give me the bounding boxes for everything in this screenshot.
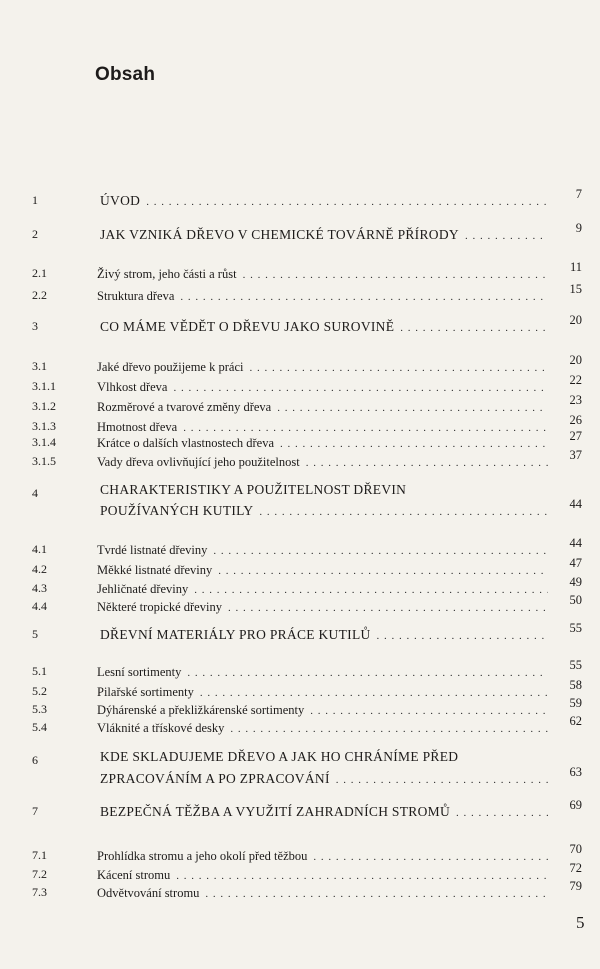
toc-entry-page: 9 xyxy=(575,221,582,235)
toc-entry-page: 44 xyxy=(569,497,582,511)
dot-leader xyxy=(377,629,548,643)
toc-entry-page: 72 xyxy=(569,861,582,875)
toc-entry xyxy=(0,879,600,903)
dot-leader xyxy=(176,869,548,883)
dot-leader xyxy=(205,887,548,901)
toc-entry-title: Kácení stromu xyxy=(97,868,171,882)
dot-leader xyxy=(187,666,548,680)
toc-entry-number: 7.2 xyxy=(32,867,47,881)
toc-entry-number: 1 xyxy=(32,193,38,207)
dot-leader xyxy=(280,437,548,451)
toc-entry-page: 49 xyxy=(569,575,582,589)
toc-entry-number: 5.3 xyxy=(32,702,47,716)
toc-entry xyxy=(0,187,600,211)
toc-entry-page: 27 xyxy=(569,429,582,443)
toc-entry-title: Vlhkost dřeva xyxy=(97,380,168,394)
toc-entry xyxy=(0,842,600,866)
toc-entry-title: Měkké listnaté dřeviny xyxy=(97,563,213,577)
dot-leader xyxy=(336,773,548,787)
dot-leader xyxy=(200,686,548,700)
toc-entry-number: 7 xyxy=(32,804,38,818)
toc-entry-number: 7.1 xyxy=(32,848,47,862)
dot-leader xyxy=(228,601,548,615)
toc-entry xyxy=(0,575,600,599)
toc-entry-page: 20 xyxy=(569,313,582,327)
toc-entry-title: BEZPEČNÁ TĚŽBA A VYUŽITÍ ZAHRADNÍCH STROMŮ xyxy=(100,804,450,819)
toc-entry xyxy=(0,696,600,720)
dot-leader xyxy=(310,704,548,718)
toc-entry xyxy=(0,221,600,245)
toc-entry-title: Jehličnaté dřeviny xyxy=(97,582,189,596)
toc-entry xyxy=(0,260,600,284)
dot-leader xyxy=(243,268,548,282)
dot-leader xyxy=(146,195,548,209)
toc-entry xyxy=(0,353,600,377)
dot-leader xyxy=(306,456,548,470)
toc-entry xyxy=(0,448,600,472)
toc-entry-page: 70 xyxy=(569,842,582,856)
toc-entry-title: POUŽÍVANÝCH KUTILY xyxy=(100,503,254,518)
toc-entry-number: 2 xyxy=(32,227,38,241)
toc-entry xyxy=(0,678,600,702)
toc-entry-title: CO MÁME VĚDĚT O DŘEVU JAKO SUROVINĚ xyxy=(100,319,395,334)
toc-entry-page: 11 xyxy=(569,260,582,274)
toc-entry-title: Jaké dřevo použijeme k práci xyxy=(97,360,244,374)
toc-entry-page: 23 xyxy=(569,393,582,407)
toc-entry-number: 4.3 xyxy=(32,581,47,595)
dot-leader xyxy=(194,583,548,597)
dot-leader xyxy=(173,381,548,395)
toc-entry-title: DŘEVNÍ MATERIÁLY PRO PRÁCE KUTILŮ xyxy=(100,627,371,642)
toc-entry-page: 44 xyxy=(569,536,582,550)
dot-leader xyxy=(400,321,548,335)
toc-entry-title: Tvrdé listnaté dřeviny xyxy=(97,543,208,557)
toc-entry-page: 47 xyxy=(569,556,582,570)
dot-leader xyxy=(230,722,548,736)
dot-leader xyxy=(259,505,548,519)
toc-entry-title: Dýhárenské a překližkárenské sortimenty xyxy=(97,703,305,717)
page-title: Obsah xyxy=(95,64,156,85)
toc-entry-page: 79 xyxy=(569,879,582,893)
toc-entry xyxy=(0,798,600,822)
toc-entry xyxy=(0,621,600,645)
toc-entry xyxy=(0,593,600,617)
toc-entry xyxy=(0,556,600,580)
toc-entry-page: 15 xyxy=(569,282,582,296)
toc-entry-page: 59 xyxy=(569,696,582,710)
toc-entry-title: JAK VZNIKÁ DŘEVO V CHEMICKÉ TOVÁRNĚ PŘÍRODY xyxy=(100,227,459,242)
dot-leader xyxy=(277,401,548,415)
toc-entry-number: 2.2 xyxy=(32,288,47,302)
toc-entry-number: 7.3 xyxy=(32,885,47,899)
dot-leader xyxy=(456,806,548,820)
dot-leader xyxy=(465,229,548,243)
toc-entry-number: 3.1.4 xyxy=(32,435,56,449)
toc-entry xyxy=(0,536,600,560)
toc-entry-number: 4.4 xyxy=(32,599,47,613)
toc-entry xyxy=(0,429,600,453)
toc-entry-title: Živý strom, jeho části a růst xyxy=(97,267,237,281)
toc-entry-number: 4.2 xyxy=(32,562,47,576)
toc-entry-page: 55 xyxy=(569,621,582,635)
toc-entry-title: ZPRACOVÁNÍM A PO ZPRACOVÁNÍ xyxy=(100,771,330,786)
toc-entry-title: Vláknité a třískové desky xyxy=(97,721,225,735)
toc-entry-page: 37 xyxy=(569,448,582,462)
toc-entry-title: Lesní sortimenty xyxy=(97,665,182,679)
toc-entry-title: Krátce o dalších vlastnostech dřeva xyxy=(97,436,275,450)
toc-entry-title-line: KDE SKLADUJEME DŘEVO A JAK HO CHRÁNÍME PŘED xyxy=(100,749,459,764)
toc-entry xyxy=(0,482,600,518)
toc-entry-page: 22 xyxy=(569,373,582,387)
toc-entry-number: 5 xyxy=(32,627,38,641)
dot-leader xyxy=(218,564,548,578)
toc-entry-title-line: CHARAKTERISTIKY A POUŽITELNOST DŘEVIN xyxy=(100,482,407,497)
toc-entry-number: 5.4 xyxy=(32,720,47,734)
toc-entry-page: 7 xyxy=(575,187,582,201)
toc-entry-title: ÚVOD xyxy=(100,193,141,208)
toc-entry-title: Rozměrové a tvarové změny dřeva xyxy=(97,400,272,414)
toc-entry-title: Hmotnost dřeva xyxy=(97,420,178,434)
toc-entry-page: 69 xyxy=(569,798,582,812)
dot-leader xyxy=(180,290,548,304)
toc-entry-number: 4.1 xyxy=(32,542,47,556)
toc-entry xyxy=(0,658,600,682)
toc-entry xyxy=(0,749,600,786)
toc-entry-number: 3.1.3 xyxy=(32,419,56,433)
toc-entry-number: 3.1.2 xyxy=(32,399,56,413)
toc-entry-number: 5.1 xyxy=(32,664,47,678)
toc-entry xyxy=(0,393,600,417)
toc-entry-page: 62 xyxy=(569,714,582,728)
toc-entry-title: Některé tropické dřeviny xyxy=(97,600,222,614)
toc-entry xyxy=(0,313,600,337)
toc-entry-number: 6 xyxy=(32,753,38,767)
toc-entry-page: 63 xyxy=(569,765,582,779)
toc-entry-page: 58 xyxy=(569,678,582,692)
toc-entry-title: Odvětvování stromu xyxy=(97,886,200,900)
toc-entry-number: 3.1.5 xyxy=(32,454,56,468)
toc-entry-title: Vady dřeva ovlivňující jeho použitelnost xyxy=(97,455,300,469)
toc-entry-number: 3.1.1 xyxy=(32,379,56,393)
toc-entry-page: 55 xyxy=(569,658,582,672)
toc-entry-title: Pilařské sortimenty xyxy=(97,685,194,699)
toc-entry xyxy=(0,373,600,397)
toc-entry-page: 26 xyxy=(569,413,582,427)
dot-leader xyxy=(213,544,548,558)
toc-entry-title: Prohlídka stromu a jeho okolí před těžbou xyxy=(97,849,308,863)
toc-entry xyxy=(0,861,600,885)
toc-entry-page: 50 xyxy=(569,593,582,607)
page-number: 5 xyxy=(576,913,585,932)
toc-entry-number: 3.1 xyxy=(32,359,47,373)
toc-entry-page: 20 xyxy=(569,353,582,367)
toc-entry xyxy=(0,714,600,738)
toc-entry-number: 5.2 xyxy=(32,684,47,698)
toc-entry-number: 3 xyxy=(32,319,38,333)
toc-entry-number: 4 xyxy=(32,486,38,500)
dot-leader xyxy=(249,361,548,375)
toc-entry-title: Struktura dřeva xyxy=(97,289,175,303)
dot-leader xyxy=(313,850,548,864)
toc-entry-number: 2.1 xyxy=(32,266,47,280)
toc-entry xyxy=(0,282,600,306)
